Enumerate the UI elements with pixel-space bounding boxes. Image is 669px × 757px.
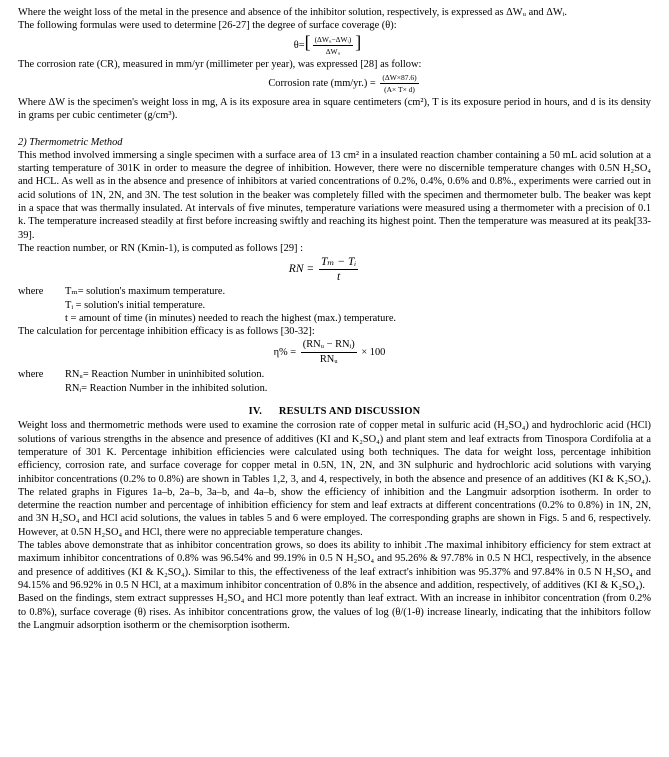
theta-eq-denominator: ΔWᵤ: [325, 46, 341, 56]
rn-eq-lhs: RN =: [288, 263, 315, 276]
results-paragraph-1: Weight loss and thermometric methods were used to examine the corrosion rate of copper metal in sulfuric acid (H₂SO₄) and hydrochloric acid (HCl) solutions of various strengths in the absence and presence of additives (KI and K₂SO₄) and plant stem and leaf extracts from Tinospora Cordifolia at a temperature of 301 K. Percentage inhibition efficiencies were calculated using both techniques. The data for weight loss, percentage inhibition efficiency, corrosion rate, and surface coverage for copper metal in 0.5N, 1N, 2N, and 3N sulphuric and hydrochloric acid solutions with varying inhibitor concentrations (0.2% to 0.8%) are shown in Tables 1,2, 3, and 4, respectively, in both the absence and presence of an additives (KI & K₂SO₄). The related graphs in Figures 1a–b, 2a–b, 3a–b, and 4a–b, show the efficiency of inhibition and the Langmuir adsorption isotherm. In order to determine the reaction number and percentage of inhibition efficiency for stem and leaf extracts at different concentrations (0.2% to 0.8%) in 1N, 2N, and 3N H₂SO₄ and HCl acid solutions, the values in tables 5 and 6 were employed. The corresponding graphs are shown in Figs. 5 and 6, respectively. However, at 0.5N H₂SO₄ and HCl, there were no appreciable temperature changes.: [18, 420, 651, 538]
pie-def-item: RNᵤ= Reaction Number in uninhibited solution.: [65, 369, 265, 381]
thermometric-method-heading: 2) Thermometric Method: [18, 136, 123, 148]
results-paragraph-2: The tables above demonstrate that as inhibitor concentration grows, so does its ability to inhibit .The maximal inhibitory efficiency for stem extract at maximum inhibitor concentrations of 0.8% was 96.54% and 99.19% in 0.5 N H₂SO₄ and 95.26% & 97.78% in 0.5 N HCl, respectively, in the absence and presence of additives (KI & K₂SO₄). Similar to this, the effectiveness of the leaf extract's inhibition was 95.37% and 97.84% in 0.5 N H₂SO₄ and 94.15% and 96.92% in 0.5 N HCl, at a maximum inhibitor concentration of 0.8% in the absence and addition, respectively, of additives (KI & K₂SO₄).: [18, 540, 651, 591]
intro-line-1: Where the weight loss of the metal in the presence and absence of the inhibitor solution, respectively, is expressed as ΔWᵤ and ΔWᵢ.: [18, 7, 567, 18]
corrosion-rate-equation: [38, 72, 651, 95]
corrosion-rate-text: The corrosion rate (CR), measured in mm/yr (millimeter per year), was expressed [28] as follow:: [18, 58, 422, 70]
rn-def-item: Tᵢ = solution's initial temperature.: [65, 299, 206, 311]
rn-def-item: t = amount of time (in minutes) needed to reach the highest (max.) temperature.: [65, 312, 397, 324]
results-section-heading: IV. RESULTS AND DISCUSSION: [248, 406, 421, 418]
reaction-number-equation: [0, 255, 651, 284]
pie-eq-rhs: × 100: [361, 347, 386, 359]
pie-where-label: where: [18, 369, 44, 381]
cr-eq-denominator: (A× T× d): [384, 85, 415, 94]
pie-eq-fraction: [301, 338, 357, 367]
cr-eq-lhs: Corrosion rate (mm/yr.) =: [268, 77, 376, 89]
rn-def-item: Tₘ= solution's maximum temperature.: [65, 286, 226, 298]
reaction-number-definitions: [18, 285, 651, 325]
reaction-number-text: The reaction number, or RN (Kmin-1), is computed as follows [29] :: [18, 242, 303, 254]
rn-eq-numerator: Tₘ − Tᵢ: [321, 256, 357, 269]
pie-eq-lhs: η% =: [273, 347, 297, 359]
pie-eq-denominator: RNᵤ: [319, 354, 338, 366]
pie-def-item: RNᵢ= Reaction Number in the inhibited solution.: [65, 382, 268, 394]
inhibition-efficacy-definitions: [18, 368, 651, 395]
theta-eq-fraction: [313, 34, 354, 57]
inhibition-efficacy-text: The calculation for percentage inhibition efficacy is as follows [30-32]:: [18, 326, 315, 338]
thermometric-method-paragraph: This method involved immersing a single specimen with a surface area of 13 cm² in a insulated reaction chamber containing a 50 mL acid solution at a starting temperature of 301K in order to measure the degree of inhibition. However, there were no discernible temperature changes with 0.5N H₂SO₄ and HCL. As well as in the absence and presence of inhibitors at varied concentrations of 0.2%, 0.4%, 0.6% and 0.8%., experiments were carried out in acid solutions of 1N, 2N, and 3N. The test solution in the beaker was completely filled with the specimen and thermometer bulb. The beaker was kept in a space that was thermally insulated. At intervals of five minutes, temperature variations were measured using a thermometer with a precision of 0.1 k. The temperature increased steadily at first before increasing swiftly and reaching its highest point. Then the temperature was measured at its peak[33-39].: [18, 149, 651, 241]
intro-line-2: The following formulas were used to determine [26-27] the degree of surface coverage (θ):: [18, 20, 397, 32]
theta-eq-numerator: (ΔWᵤ−ΔWᵢ): [314, 34, 352, 44]
results-paragraph-3: Based on the findings, stem extract suppresses H₂SO₄ and HCl more potently than leaf extract. With an increase in inhibitor concentration (from 0.2% to 0.8%), surface coverage (θ) rises. As inhibitor concentrations grow, the values of log (θ/(1-θ) increase linearly, indicating that the inhibitors follow the Langmuir adsorption isotherm or the chemisorption isotherm.: [18, 593, 651, 631]
rn-eq-fraction: [319, 255, 358, 284]
cr-eq-fraction: [380, 72, 418, 95]
corrosion-rate-where: Where ΔW is the specimen's weight loss in mg, A is its exposure area in square centimeters (cm²), T is its exposure period in hours, and d is its density in grams per cubic centimeter (g/cm³).: [18, 97, 651, 122]
pie-eq-numerator: (RNᵤ − RNᵢ): [301, 338, 357, 353]
theta-eq-lhs: θ=: [293, 39, 305, 51]
theta-equation: θ=[ $\frac{\text{(ΔWᵤ−ΔWᵢ)}}{\text{ΔWᵤ}}$ ]: [293, 31, 362, 56]
inhibition-efficacy-equation: [8, 338, 651, 367]
rn-where-label: where: [18, 286, 44, 298]
rn-eq-denominator: t: [337, 271, 341, 284]
cr-eq-numerator: (ΔW×87.6): [382, 73, 417, 82]
